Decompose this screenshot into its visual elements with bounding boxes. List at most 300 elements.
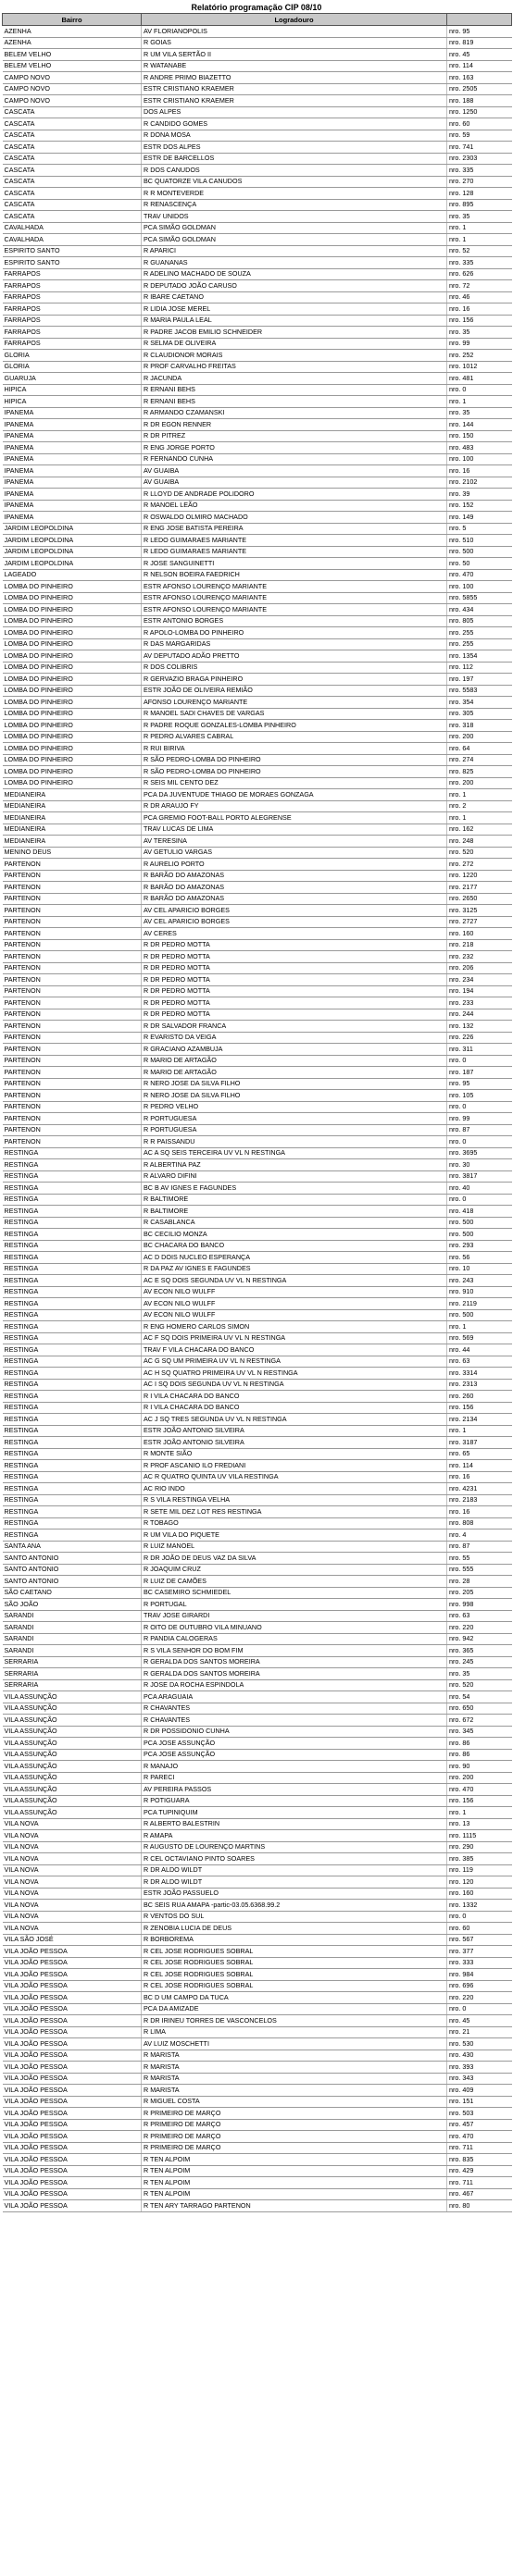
table-cell-bairro: JARDIM LEOPOLDINA (3, 558, 142, 570)
table-cell-logradouro: R DR PEDRO MOTTA (142, 939, 447, 951)
table-cell-numero: nro. 2505 (447, 83, 512, 95)
table-row (3, 859, 512, 871)
table-row (3, 2188, 512, 2200)
table-cell-numero: nro. 60 (447, 118, 512, 130)
table-row (3, 1183, 512, 1195)
table-cell-numero: nro. 86 (447, 1738, 512, 1750)
report (2, 2, 511, 2212)
table-cell-logradouro: R RUI BIRIVA (142, 743, 447, 755)
table-cell-logradouro: R ADELINO MACHADO DE SOUZA (142, 268, 447, 280)
table-cell-numero: nro. 0 (447, 1911, 512, 1923)
table-cell-numero: nro. 56 (447, 1252, 512, 1264)
table-cell-logradouro: R GERALDA DOS SANTOS MOREIRA (142, 1656, 447, 1668)
table-cell-bairro: VILA ASSUNÇÃO (3, 1784, 142, 1796)
table-cell-logradouro: R ZENOBIA LUCIA DE DEUS (142, 1923, 447, 1935)
table-cell-bairro: LOMBA DO PINHEIRO (3, 720, 142, 732)
table-cell-logradouro: R DOS COLIBRIS (142, 662, 447, 674)
table-cell-numero: nro. 99 (447, 338, 512, 350)
table-row (3, 2177, 512, 2189)
table-cell-bairro: RESTINGA (3, 1332, 142, 1344)
table-row (3, 1021, 512, 1033)
table-cell-logradouro: R DR PEDRO MOTTA (142, 997, 447, 1009)
table-cell-bairro: SÃO CAETANO (3, 1587, 142, 1599)
table-cell-logradouro: R PADRE ROQUE GONZALES-LOMBA PINHEIRO (142, 720, 447, 732)
table-cell-logradouro: R ARMANDO CZAMANSKI (142, 407, 447, 419)
table-cell-numero: nro. 2 (447, 800, 512, 812)
table-cell-numero: nro. 2102 (447, 477, 512, 489)
table-cell-bairro: SANTO ANTONIO (3, 1564, 142, 1576)
table-cell-numero: nro. 434 (447, 604, 512, 616)
table-cell-numero: nro. 1 (447, 789, 512, 801)
table-cell-numero: nro. 16 (447, 1471, 512, 1483)
table-cell-logradouro: R DR ALDO WILDT (142, 1876, 447, 1889)
table-cell-logradouro: DOS ALPES (142, 106, 447, 118)
table-cell-bairro: SERRARIA (3, 1668, 142, 1680)
column-header-logradouro: Logradouro (142, 14, 447, 26)
table-row (3, 638, 512, 650)
table-row (3, 384, 512, 396)
table-cell-numero: nro. 5 (447, 523, 512, 535)
table-cell-bairro: PARTENON (3, 1078, 142, 1090)
table-row (3, 2165, 512, 2177)
table-row (3, 37, 512, 49)
table-cell-bairro: PARTENON (3, 882, 142, 894)
table-cell-numero: nro. 100 (447, 581, 512, 593)
table-cell-numero: nro. 984 (447, 1969, 512, 1981)
table-cell-bairro: PARTENON (3, 962, 142, 974)
table-cell-bairro: ESPIRITO SANTO (3, 245, 142, 257)
table-cell-numero: nro. 0 (447, 384, 512, 396)
table-cell-bairro: IPANEMA (3, 407, 142, 419)
table-cell-logradouro: ESTR ANTONIO BORGES (142, 615, 447, 627)
table-cell-bairro: VILA JOÃO PESSOA (3, 2108, 142, 2120)
table-cell-numero: nro. 59 (447, 130, 512, 142)
table-cell-bairro: JARDIM LEOPOLDINA (3, 535, 142, 547)
table-cell-bairro: IPANEMA (3, 465, 142, 477)
table-cell-numero: nro. 2303 (447, 153, 512, 165)
table-row (3, 234, 512, 246)
table-cell-logradouro: R CEL JOSE RODRIGUES SOBRAL (142, 1957, 447, 1969)
table-row (3, 800, 512, 812)
table-row (3, 118, 512, 130)
table-row (3, 1599, 512, 1611)
table-cell-bairro: GLORIA (3, 350, 142, 362)
table-cell-bairro: RESTINGA (3, 1425, 142, 1437)
table-cell-bairro: VILA JOÃO PESSOA (3, 2062, 142, 2074)
table-cell-logradouro: R PORTUGUESA (142, 1124, 447, 1136)
table-row (3, 2154, 512, 2166)
table-cell-bairro: MEDIANEIRA (3, 789, 142, 801)
table-cell-bairro: CASCATA (3, 199, 142, 211)
table-cell-numero: nro. 63 (447, 1610, 512, 1622)
table-cell-bairro: GLORIA (3, 361, 142, 373)
table-cell-logradouro: R TEN ALPOIM (142, 2154, 447, 2166)
table-cell-numero: nro. 696 (447, 1980, 512, 1992)
table-cell-bairro: VILA ASSUNÇÃO (3, 1761, 142, 1773)
table-cell-numero: nro. 150 (447, 430, 512, 442)
table-cell-bairro: RESTINGA (3, 1170, 142, 1183)
table-cell-numero: nro. 99 (447, 1113, 512, 1125)
table-row (3, 1194, 512, 1206)
table-cell-bairro: RESTINGA (3, 1240, 142, 1252)
table-cell-numero: nro. 1332 (447, 1900, 512, 1912)
table-cell-logradouro: R EVARISTO DA VEIGA (142, 1032, 447, 1044)
table-cell-bairro: HIPICA (3, 384, 142, 396)
table-cell-bairro: RESTINGA (3, 1147, 142, 1159)
table-cell-bairro: RESTINGA (3, 1530, 142, 1542)
table-cell-bairro: SERRARIA (3, 1656, 142, 1668)
table-cell-logradouro: AV CEL APARICIO BORGES (142, 916, 447, 928)
table-cell-numero: nro. 270 (447, 176, 512, 188)
table-cell-numero: nro. 21 (447, 2026, 512, 2038)
table-cell-numero: nro. 470 (447, 1784, 512, 1796)
table-cell-bairro: VILA NOVA (3, 1888, 142, 1900)
table-cell-numero: nro. 232 (447, 951, 512, 963)
table-cell-numero: nro. 132 (447, 1021, 512, 1033)
table-cell-bairro: VILA JOÃO PESSOA (3, 2165, 142, 2177)
table-cell-numero: nro. 54 (447, 1691, 512, 1703)
table-cell-logradouro: R DR ARAUJO FY (142, 800, 447, 812)
table-row (3, 1356, 512, 1368)
table-cell-bairro: RESTINGA (3, 1194, 142, 1206)
table-row (3, 1055, 512, 1067)
table-cell-numero: nro. 44 (447, 1344, 512, 1356)
table-cell-bairro: RESTINGA (3, 1229, 142, 1241)
table-row (3, 592, 512, 604)
table-row (3, 1067, 512, 1079)
table-cell-numero: nro. 87 (447, 1124, 512, 1136)
table-cell-bairro: VILA NOVA (3, 1830, 142, 1842)
table-cell-numero: nro. 365 (447, 1645, 512, 1657)
table-row (3, 1656, 512, 1668)
table-cell-logradouro: R IBARE CAETANO (142, 291, 447, 303)
table-cell-bairro: VILA JOÃO PESSOA (3, 2119, 142, 2131)
table-cell-bairro: VILA ASSUNÇÃO (3, 1795, 142, 1807)
table-cell-logradouro: R SÃO PEDRO-LOMBA DO PINHEIRO (142, 766, 447, 778)
table-cell-bairro: SANTO ANTONIO (3, 1576, 142, 1588)
table-cell-bairro: MEDIANEIRA (3, 824, 142, 836)
table-row (3, 1622, 512, 1634)
table-row (3, 1957, 512, 1969)
table-cell-logradouro: AV ECON NILO WULFF (142, 1309, 447, 1321)
table-cell-numero: nro. 151 (447, 2096, 512, 2108)
table-cell-numero: nro. 500 (447, 1217, 512, 1229)
table-cell-logradouro: TRAV UNIDOS (142, 211, 447, 223)
table-cell-numero: nro. 120 (447, 1876, 512, 1889)
table-cell-bairro: VILA JOÃO PESSOA (3, 2154, 142, 2166)
table-row (3, 893, 512, 905)
table-cell-logradouro: R TEN ARY TARRAGO PARTENON (142, 2200, 447, 2212)
table-cell-logradouro: PCA SIMÃO GOLDMAN (142, 234, 447, 246)
table-cell-logradouro: R MANOEL LEÃO (142, 500, 447, 512)
table-row (3, 697, 512, 709)
table-cell-logradouro: PCA GREMIO FOOT-BALL PORTO ALEGRENSE (142, 812, 447, 824)
table-cell-numero: nro. 290 (447, 1841, 512, 1853)
table-row (3, 1483, 512, 1495)
table-cell-bairro: VILA ASSUNÇÃO (3, 1726, 142, 1738)
table-cell-bairro: VILA JOÃO PESSOA (3, 2050, 142, 2062)
table-cell-logradouro: TRAV LUCAS DE LIMA (142, 824, 447, 836)
table-cell-logradouro: R CLAUDIONOR MORAIS (142, 350, 447, 362)
table-row (3, 1240, 512, 1252)
table-cell-numero: nro. 60 (447, 1923, 512, 1935)
table-row (3, 1506, 512, 1518)
table-row (3, 303, 512, 316)
table-row (3, 142, 512, 154)
table-row (3, 165, 512, 177)
table-cell-bairro: VILA SÃO JOSÉ (3, 1934, 142, 1946)
table-cell-bairro: FARRAPOS (3, 327, 142, 339)
table-cell-logradouro: R DR IRINEU TORRES DE VASCONCELOS (142, 2015, 447, 2027)
table-cell-logradouro: R MARIO DE ARTAGÃO (142, 1055, 447, 1067)
table-row (3, 442, 512, 454)
table-cell-numero: nro. 35 (447, 211, 512, 223)
table-row (3, 1252, 512, 1264)
table-cell-numero: nro. 333 (447, 1957, 512, 1969)
table-cell-numero: nro. 1 (447, 222, 512, 234)
table-row (3, 1368, 512, 1380)
table-row (3, 280, 512, 292)
table-cell-bairro: IPANEMA (3, 489, 142, 501)
table-cell-numero: nro. 50 (447, 558, 512, 570)
table-cell-logradouro: R ENG HOMERO CARLOS SIMON (142, 1321, 447, 1333)
table-cell-numero: nro. 0 (447, 1101, 512, 1113)
table-row (3, 95, 512, 107)
table-cell-logradouro: R DR PITREZ (142, 430, 447, 442)
table-cell-bairro: PARTENON (3, 985, 142, 997)
table-cell-bairro: PARTENON (3, 997, 142, 1009)
table-cell-bairro: AZENHA (3, 37, 142, 49)
table-row (3, 176, 512, 188)
table-cell-logradouro: AC I SQ DOIS SEGUNDA UV VL N RESTINGA (142, 1379, 447, 1391)
table-cell-bairro: VILA NOVA (3, 1900, 142, 1912)
table-cell-logradouro: AV CERES (142, 928, 447, 940)
table-row (3, 1530, 512, 1542)
table-cell-bairro: PARTENON (3, 939, 142, 951)
table-cell-bairro: HIPICA (3, 396, 142, 408)
table-cell-numero: nro. 144 (447, 419, 512, 431)
table-cell-logradouro: BC SEIS RUA AMAPA -partic-03.05.6368.99.2 (142, 1900, 447, 1912)
table-cell-bairro: CASCATA (3, 130, 142, 142)
table-cell-numero: nro. 650 (447, 1703, 512, 1715)
table-cell-logradouro: R FERNANDO CUNHA (142, 453, 447, 465)
table-row (3, 1101, 512, 1113)
column-header-numero (447, 14, 512, 26)
table-cell-numero: nro. 335 (447, 257, 512, 269)
table-row (3, 49, 512, 61)
table-cell-numero: nro. 4 (447, 1530, 512, 1542)
table-cell-numero: nro. 3817 (447, 1170, 512, 1183)
table-cell-numero: nro. 1 (447, 1321, 512, 1333)
table-cell-logradouro: BC CECILIO MONZA (142, 1229, 447, 1241)
table-row (3, 951, 512, 963)
table-cell-numero: nro. 0 (447, 1194, 512, 1206)
table-cell-logradouro: R LEDO GUIMARAES MARIANTE (142, 546, 447, 558)
table-row (3, 350, 512, 362)
table-cell-logradouro: R TOBAGO (142, 1517, 447, 1530)
table-cell-bairro: LOMBA DO PINHEIRO (3, 777, 142, 789)
table-cell-numero: nro. 245 (447, 1656, 512, 1668)
table-cell-numero: nro. 293 (447, 1240, 512, 1252)
table-cell-bairro: RESTINGA (3, 1298, 142, 1310)
table-cell-logradouro: R PRIMEIRO DE MARÇO (142, 2142, 447, 2154)
table-cell-logradouro: R OITO DE OUTUBRO VILA MINUANO (142, 1622, 447, 1634)
table-cell-numero: nro. 1354 (447, 650, 512, 663)
table-cell-numero: nro. 46 (447, 291, 512, 303)
table-row (3, 1807, 512, 1819)
table-cell-numero: nro. 500 (447, 546, 512, 558)
table-cell-logradouro: R MONTE SIÃO (142, 1448, 447, 1460)
table-cell-bairro: LOMBA DO PINHEIRO (3, 638, 142, 650)
table-cell-numero: nro. 998 (447, 1599, 512, 1611)
table-cell-numero: nro. 530 (447, 2038, 512, 2050)
table-cell-bairro: LOMBA DO PINHEIRO (3, 674, 142, 686)
table-cell-numero: nro. 100 (447, 453, 512, 465)
table-cell-numero: nro. 272 (447, 859, 512, 871)
table-cell-logradouro: R ERNANI BEHS (142, 396, 447, 408)
table-cell-logradouro: R JOSE DA ROCHA ESPINDOLA (142, 1679, 447, 1691)
table-cell-numero: nro. 942 (447, 1633, 512, 1645)
table-cell-numero: nro. 39 (447, 489, 512, 501)
table-row (3, 477, 512, 489)
table-cell-logradouro: R ALBERTINA PAZ (142, 1159, 447, 1171)
table-row (3, 1772, 512, 1784)
table-cell-numero: nro. 467 (447, 2188, 512, 2200)
table-cell-logradouro: R DEPUTADO JOÃO CARUSO (142, 280, 447, 292)
table-cell-numero: nro. 2313 (447, 1379, 512, 1391)
table-row (3, 720, 512, 732)
table-cell-numero: nro. 35 (447, 1668, 512, 1680)
table-cell-logradouro: R SETE MIL DEZ LOT RES RESTINGA (142, 1506, 447, 1518)
table-cell-numero: nro. 152 (447, 500, 512, 512)
table-row (3, 1460, 512, 1472)
table-cell-bairro: RESTINGA (3, 1217, 142, 1229)
table-row (3, 1992, 512, 2004)
table-cell-bairro: MEDIANEIRA (3, 812, 142, 824)
table-cell-numero: nro. 72 (447, 280, 512, 292)
table-cell-logradouro: R SEIS MIL CENTO DEZ (142, 777, 447, 789)
table-cell-numero: nro. 1 (447, 1807, 512, 1819)
table-cell-logradouro: PCA TUPINIQUIM (142, 1807, 447, 1819)
table-cell-bairro: SARANDI (3, 1610, 142, 1622)
table-row (3, 245, 512, 257)
table-cell-numero: nro. 206 (447, 962, 512, 974)
table-row (3, 373, 512, 385)
table-row (3, 1691, 512, 1703)
table-cell-logradouro: R CASABLANCA (142, 1217, 447, 1229)
table-row (3, 327, 512, 339)
table-cell-logradouro: R LIDIA JOSE MEREL (142, 303, 447, 316)
table-cell-bairro: CASCATA (3, 106, 142, 118)
table-cell-logradouro: R JOAQUIM CRUZ (142, 1564, 447, 1576)
table-cell-numero: nro. 260 (447, 1391, 512, 1403)
table-cell-bairro: PARTENON (3, 1055, 142, 1067)
table-cell-bairro: PARTENON (3, 1067, 142, 1079)
table-cell-numero: nro. 244 (447, 1009, 512, 1021)
table-row (3, 1425, 512, 1437)
table-row (3, 766, 512, 778)
table-row (3, 465, 512, 477)
table-cell-numero: nro. 500 (447, 1229, 512, 1241)
table-row (3, 743, 512, 755)
table-row (3, 847, 512, 859)
table-cell-bairro: FARRAPOS (3, 280, 142, 292)
table-row (3, 222, 512, 234)
table-row (3, 453, 512, 465)
table-cell-numero: nro. 377 (447, 1946, 512, 1958)
table-cell-logradouro: R GRACIANO AZAMBUJA (142, 1044, 447, 1056)
table-cell-numero: nro. 243 (447, 1275, 512, 1287)
table-cell-numero: nro. 0 (447, 1055, 512, 1067)
table-row (3, 2131, 512, 2143)
table-cell-numero: nro. 16 (447, 303, 512, 316)
table-cell-logradouro: R DR PEDRO MOTTA (142, 1009, 447, 1021)
table-row (3, 1379, 512, 1391)
table-cell-numero: nro. 218 (447, 939, 512, 951)
table-cell-logradouro: R CEL JOSE RODRIGUES SOBRAL (142, 1969, 447, 1981)
table-cell-bairro: VILA JOÃO PESSOA (3, 2026, 142, 2038)
table-cell-numero: nro. 162 (447, 824, 512, 836)
table-cell-bairro: LOMBA DO PINHEIRO (3, 627, 142, 639)
table-cell-logradouro: AC H SQ QUATRO PRIMEIRA UV VL N RESTINGA (142, 1368, 447, 1380)
table-row (3, 523, 512, 535)
table-cell-numero: nro. 626 (447, 268, 512, 280)
table-cell-bairro: CAVALHADA (3, 222, 142, 234)
table-row (3, 2096, 512, 2108)
table-row (3, 1044, 512, 1056)
table-cell-logradouro: R POTIGUARA (142, 1795, 447, 1807)
table-cell-bairro: SARANDI (3, 1645, 142, 1657)
table-cell-numero: nro. 741 (447, 142, 512, 154)
table-row (3, 268, 512, 280)
table-cell-numero: nro. 90 (447, 1761, 512, 1773)
table-row (3, 824, 512, 836)
table-cell-logradouro: R ERNANI BEHS (142, 384, 447, 396)
table-cell-logradouro: R BARÃO DO AMAZONAS (142, 870, 447, 882)
table-cell-bairro: VILA NOVA (3, 1876, 142, 1889)
table-cell-numero: nro. 1 (447, 234, 512, 246)
table-row (3, 974, 512, 986)
table-cell-bairro: LOMBA DO PINHEIRO (3, 766, 142, 778)
table-cell-logradouro: R ENG JOSE BATISTA PEREIRA (142, 523, 447, 535)
table-row (3, 615, 512, 627)
table-cell-bairro: LOMBA DO PINHEIRO (3, 743, 142, 755)
table-cell-bairro: RESTINGA (3, 1391, 142, 1403)
table-cell-bairro: VILA NOVA (3, 1911, 142, 1923)
table-cell-bairro: BELEM VELHO (3, 49, 142, 61)
table-row (3, 1113, 512, 1125)
table-cell-bairro: CAMPO NOVO (3, 72, 142, 84)
table-cell-numero: nro. 0 (447, 2003, 512, 2015)
table-cell-logradouro: R DONA MOSA (142, 130, 447, 142)
table-row (3, 1032, 512, 1044)
table-cell-numero: nro. 16 (447, 1506, 512, 1518)
table-row (3, 1298, 512, 1310)
table-row (3, 1830, 512, 1842)
table-row (3, 812, 512, 824)
table-cell-numero: nro. 16 (447, 465, 512, 477)
table-cell-logradouro: R APOLO-LOMBA DO PINHEIRO (142, 627, 447, 639)
table-cell-logradouro: R PADRE JACOB EMILIO SCHNEIDER (142, 327, 447, 339)
table-cell-numero: nro. 65 (447, 1448, 512, 1460)
table-cell-numero: nro. 255 (447, 627, 512, 639)
table-cell-logradouro: BC QUATORZE VILA CANUDOS (142, 176, 447, 188)
table-row (3, 1136, 512, 1148)
table-cell-bairro: RESTINGA (3, 1517, 142, 1530)
table-cell-numero: nro. 45 (447, 2015, 512, 2027)
table-row (3, 558, 512, 570)
table-cell-bairro: JARDIM LEOPOLDINA (3, 546, 142, 558)
